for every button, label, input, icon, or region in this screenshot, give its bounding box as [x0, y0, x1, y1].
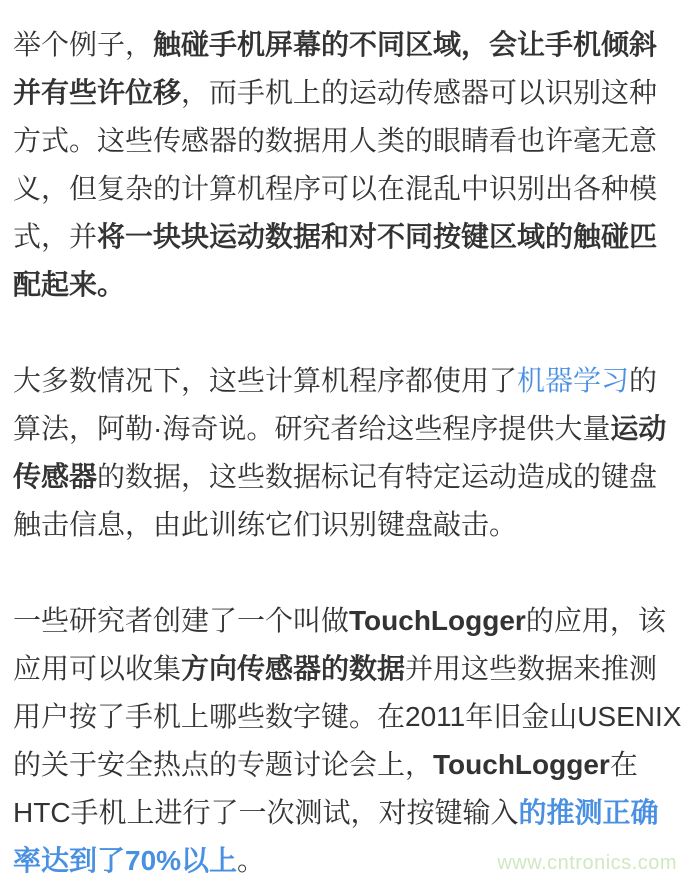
text-segment: 的数据，这些数据标记有特定运动造成的键盘触击信息，由此训练它们识别键盘敲击。 [13, 461, 658, 540]
watermark: www.cntronics.com [497, 852, 677, 874]
paragraph [13, 21, 684, 309]
text-segment: 的应用，该应用可以收集 [13, 605, 666, 684]
paragraphs-container [13, 21, 684, 885]
text-segment: 并用这些数据来推测用户按了手机上哪些数字键。在2011年旧金山USENIX的关于安全热点的专题讨论会上， [13, 653, 682, 780]
text-segment: 将一块块运动数据和对不同按键区域的触碰匹配起来。 [13, 221, 658, 300]
paragraph [13, 357, 684, 549]
inline-link[interactable]: 机器学习 [517, 365, 630, 396]
text-segment: TouchLogger [433, 749, 610, 780]
paragraph [13, 597, 684, 885]
text-segment: TouchLogger [349, 605, 526, 636]
text-segment: ，而手机上的运动传感器可以识别这种方式。这些传感器的数据用人类的眼睛看也许毫无意义，但复杂的计算机程序可以在混乱中识别出各种模式，并 [13, 77, 658, 252]
text-segment: 大多数情况下，这些计算机程序都使用了 [13, 365, 518, 396]
text-segment: 方向传感器的数据 [181, 653, 406, 684]
text-segment: 在HTC手机上进行了一次测试，对按键输入 [13, 749, 638, 828]
text-segment: 触碰手机屏幕的不同区域，会让手机倾斜并有些许位移 [13, 29, 658, 108]
inline-link[interactable]: 的推测正确率达到了70%以上 [13, 797, 659, 876]
text-segment: 。 [237, 845, 266, 876]
text-segment: 一些研究者创建了一个叫做 [13, 605, 350, 636]
text-segment: 的算法，阿勒·海奇说。研究者给这些程序提供大量 [13, 365, 658, 444]
text-segment: 运动传感器 [13, 413, 667, 492]
text-segment: 举个例子， [13, 29, 154, 60]
